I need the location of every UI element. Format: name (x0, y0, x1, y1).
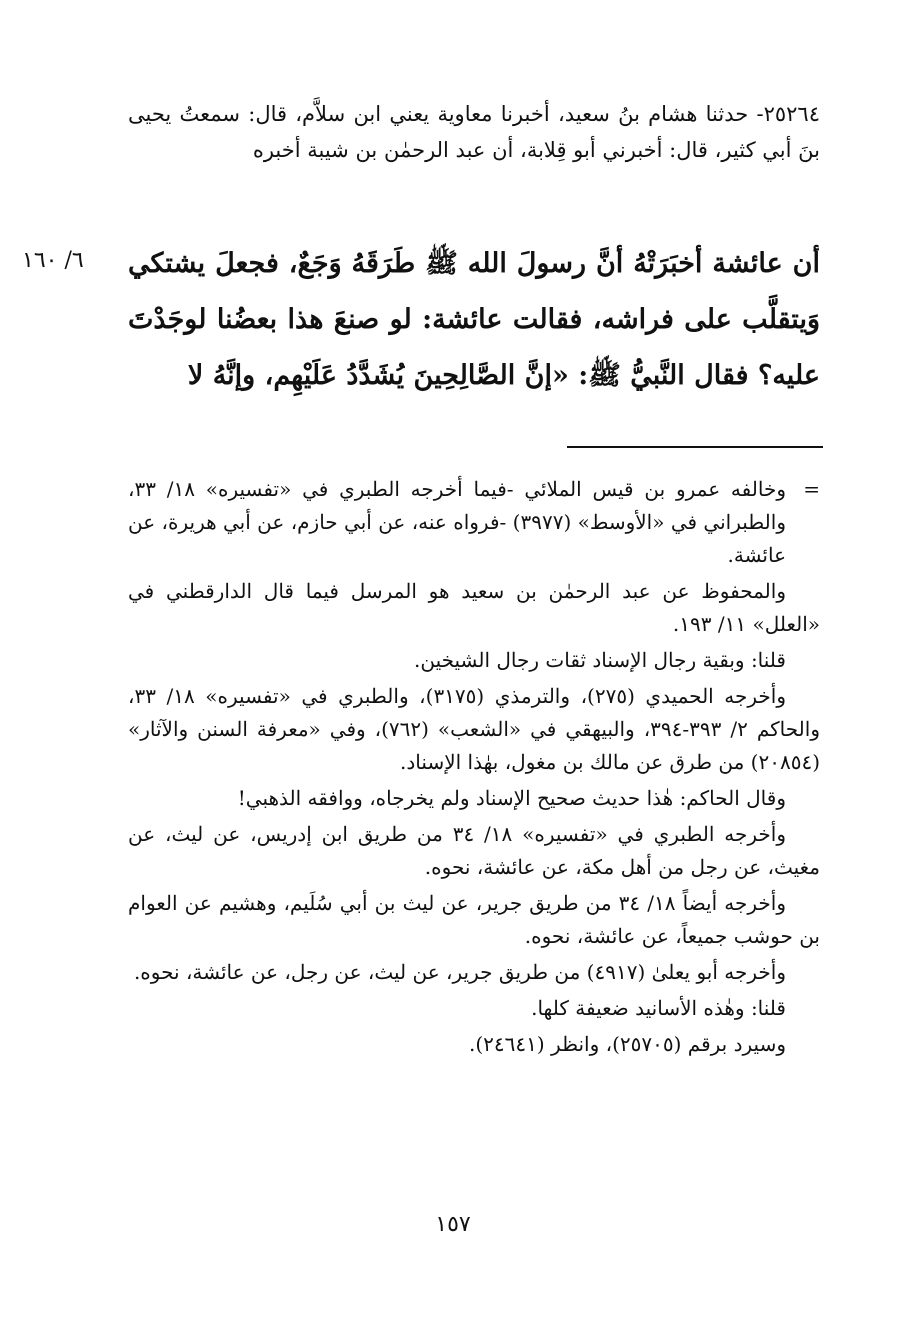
footnote-paragraph: والمحفوظ عن عبد الرحمٰن بن سعيد هو المرسل فيما قال الدارقطني في «العلل» ١١/ ١٩٣. (128, 579, 820, 636)
footnote-paragraph: وأخرجه الطبري في «تفسيره» ١٨/ ٣٤ من طريق ابن إدريس، عن ليث، عن مغيث، عن رجل من أهل مكة، عن عائشة، نحوه. (128, 822, 820, 879)
isnad-text: ٢٥٢٦٤- حدثنا هشام بنُ سعيد، أخبرنا معاوية يعني ابن سلاَّم، قال: سمعتُ يحيى بنَ أبي كثير، قال: أخبرني أبو قِلابة، أن عبد الرحمٰن بن شيبة أخبره (128, 102, 820, 162)
footnote-paragraph: وأخرجه أيضاً ١٨/ ٣٤ من طريق جرير، عن ليث بن أبي سُلَيم، وهشيم عن العوام بن حوشب جميعاً، عن عائشة، نحوه. (128, 891, 820, 948)
matn-text: أن عائشة أخبَرَتْهُ أنَّ رسولَ الله ﷺ طَرَقَهُ وَجَعٌ، فجعلَ يشتكي وَيتقلَّب على فراشه، فقالت عائشة: لو صنعَ هذا بعضُنا لوجَدْتَ عليه؟ فقال النَّبيُّ ﷺ: «إنَّ الصَّالِحِينَ يُشَدَّدُ عَلَيْهِم، وإنَّهُ لا (128, 248, 820, 391)
footnote-paragraph: وخالفه عمرو بن قيس الملائي -فيما أخرجه الطبري في «تفسيره» ١٨/ ٣٣، والطبراني في «الأوسط» (٣٩٧٧) -فرواه عنه، عن أبي حازم، عن أبي هريرة، عن عائشة. (128, 477, 786, 567)
hadith-isnad (128, 96, 820, 168)
page-number: ١٥٧ (435, 1212, 471, 1237)
footnote-separator (567, 446, 823, 448)
footnote-paragraph: وأخرجه الحميدي (٢٧٥)، والترمذي (٣١٧٥)، والطبري في «تفسيره» ١٨/ ٣٣، والحاكم ٢/ ٣٩٣-٣٩٤، والبيهقي في «الشعب» (٧٦٢)، وفي «معرفة السنن والآثار» (٢٠٨٥٤) من طرق عن مالك بن مغول، بهٰذا الإسناد. (128, 684, 820, 774)
footnotes (128, 473, 820, 1064)
footnote-paragraph: قلنا: وهٰذه الأسانيد ضعيفة كلها. (531, 996, 786, 1020)
footnote-paragraph: وأخرجه أبو يعلىٰ (٤٩١٧) من طريق جرير، عن ليث، عن رجل، عن عائشة، نحوه. (133, 960, 786, 984)
margin-reference: ٦/ ١٦٠ (22, 248, 84, 273)
footnote-paragraph: وسيرد برقم (٢٥٧٠٥)، وانظر (٢٤٦٤١). (469, 1032, 786, 1056)
hadith-matn (128, 236, 820, 404)
footnote-paragraph: قلنا: وبقية رجال الإسناد ثقات رجال الشيخين. (413, 648, 786, 672)
footnote-paragraph: وقال الحاكم: هٰذا حديث صحيح الإسناد ولم يخرجاه، ووافقه الذهبي! (237, 786, 786, 810)
continuation-mark: = (803, 477, 820, 501)
